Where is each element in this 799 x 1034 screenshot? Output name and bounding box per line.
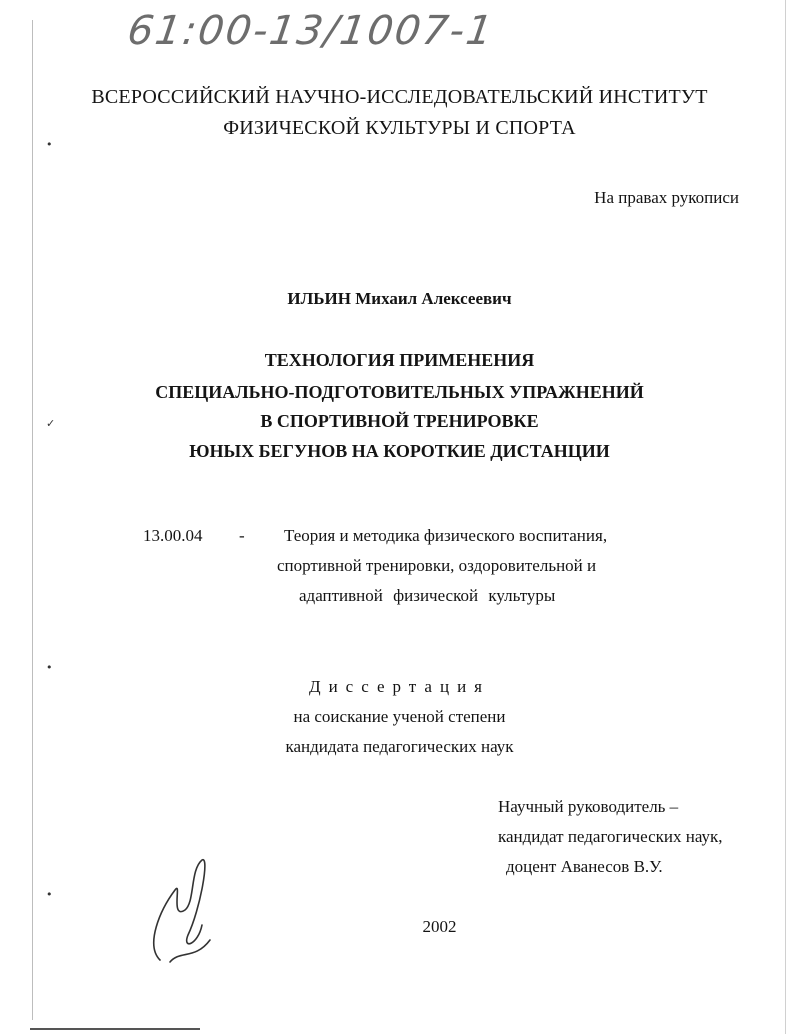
title-line: В СПОРТИВНОЙ ТРЕНИРОВКЕ [260, 411, 539, 431]
edge-line [785, 0, 786, 1034]
author-name: ИЛЬИН Михаил Алексеевич [287, 289, 512, 308]
specialty-dash: - [239, 526, 245, 545]
margin-mark: ✓ [46, 417, 56, 430]
archive-number: 61:00-13/1007-1 [124, 8, 497, 54]
institute-line-2: ФИЗИЧЕСКОЙ КУЛЬТУРЫ И СПОРТА [223, 117, 576, 139]
title-line: СПЕЦИАЛЬНО-ПОДГОТОВИТЕЛЬНЫХ УПРАЖНЕНИЙ [155, 382, 644, 402]
margin-mark: • [46, 661, 53, 674]
signature-scribble [140, 850, 230, 970]
supervisor-line: Научный руководитель – [498, 797, 679, 816]
margin-mark: • [46, 888, 53, 901]
specialty-line: спортивной тренировки, оздоровительной и [277, 556, 597, 575]
year: 2002 [422, 917, 457, 936]
title-line: ЮНЫХ БЕГУНОВ НА КОРОТКИЕ ДИСТАНЦИИ [189, 441, 610, 461]
specialty-line: адаптивной физической культуры [299, 586, 556, 605]
specialty-code: 13.00.04 [143, 526, 203, 545]
title-line: ТЕХНОЛОГИЯ ПРИМЕНЕНИЯ [264, 350, 535, 370]
margin-line [32, 20, 33, 1020]
degree-type: Диссертация [308, 677, 490, 696]
bottom-edge-line [30, 1028, 200, 1030]
degree-line: на соискание ученой степени [293, 707, 506, 726]
specialty-line: Теория и методика физического воспитания, [284, 526, 608, 545]
supervisor-line: кандидат педагогических наук, [498, 827, 723, 846]
degree-line: кандидата педагогических наук [285, 737, 514, 756]
margin-mark: • [46, 138, 53, 151]
institute-line-1: ВСЕРОССИЙСКИЙ НАУЧНО-ИССЛЕДОВАТЕЛЬСКИЙ ИНСТИТУТ [91, 86, 708, 108]
manuscript-rights: На правах рукописи [594, 188, 739, 207]
supervisor-line: доцент Аванесов В.У. [506, 857, 663, 876]
